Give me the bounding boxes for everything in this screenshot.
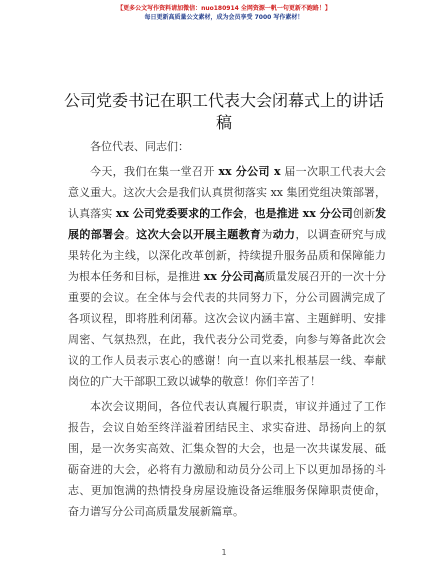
paragraph-2: 本次会议期间，各位代表认真履行职责，审议并通过了工作报告，会议自始至终洋溢着团结民主、求实奋进、昂扬向上的氛围，是一次务实高效、汇集众智的大会，也是一次共谋发展、砥砺奋进的大会，必将有力激励和动员分公司上下以更加昂扬的斗志、更加饱满的热情投身房屋设施设备运维服务保障职责使命，奋力谱写分公司高质量发展新篇章。 — [68, 400, 386, 518]
text-run: 届一次职工代表大会意义重大。这次大会是我们认真贯彻落实 xx 集团党组决策部署，认真落实 — [68, 165, 386, 220]
text-run: ， — [243, 207, 255, 220]
paragraph-1 — [68, 161, 386, 392]
text-run: 今天，我们在集一堂召开 — [90, 165, 219, 178]
text-run: 质量发展召开的一次十分重要的会议。在全体与会代表的共同努力下，分公司圆满完成了各项议程，即将胜利闭幕。这次会议内涵丰富、主题鲜明、安排周密、气氛热烈，在此，我代表分公司党委，向参与筹备此次会议的工作人员表示衷心的感谢！向一直以来扎根基层一线、奉献岗位的广大干部职工致以诚挚的敬意！你们辛苦了！ — [68, 270, 386, 388]
bold-run: 也是推进 xx 分公司 — [254, 207, 353, 220]
page-number: 1 — [221, 548, 227, 557]
bold-run: xx 分公司 x — [218, 165, 281, 178]
greeting: 各位代表、同志们： — [90, 140, 189, 153]
document-title: 公司党委书记在职工代表大会闭幕式上的讲话稿 — [63, 91, 384, 132]
promo-banner-line2: 每日更新高质量公文素材，成为会员享受 7000 写作素材！ — [144, 14, 304, 21]
promo-banner — [0, 4, 448, 22]
text-run: 创新 — [352, 207, 376, 220]
promo-banner-line1: 【更多公文写作资料请加微信：nuo180914 全网资源一帆一句更新不跑路！】 — [117, 5, 331, 12]
document-body — [68, 136, 386, 522]
text-run: ，以调查研究与成果转化为主线，以深化改革创新，持续提升服务品质和保障能力为根本任务和目标，是推进 — [68, 228, 387, 283]
bold-run: 发展的部署会 — [68, 207, 387, 241]
bold-run: 动力 — [272, 228, 296, 241]
bold-run: xx 分公司高 — [203, 270, 265, 283]
text-run: 。 — [124, 228, 137, 241]
bold-run: xx 公司党委要求的工作会 — [115, 207, 244, 220]
bold-run: 这次大会以开展主题教育 — [136, 228, 262, 241]
text-run: 为 — [261, 228, 273, 241]
